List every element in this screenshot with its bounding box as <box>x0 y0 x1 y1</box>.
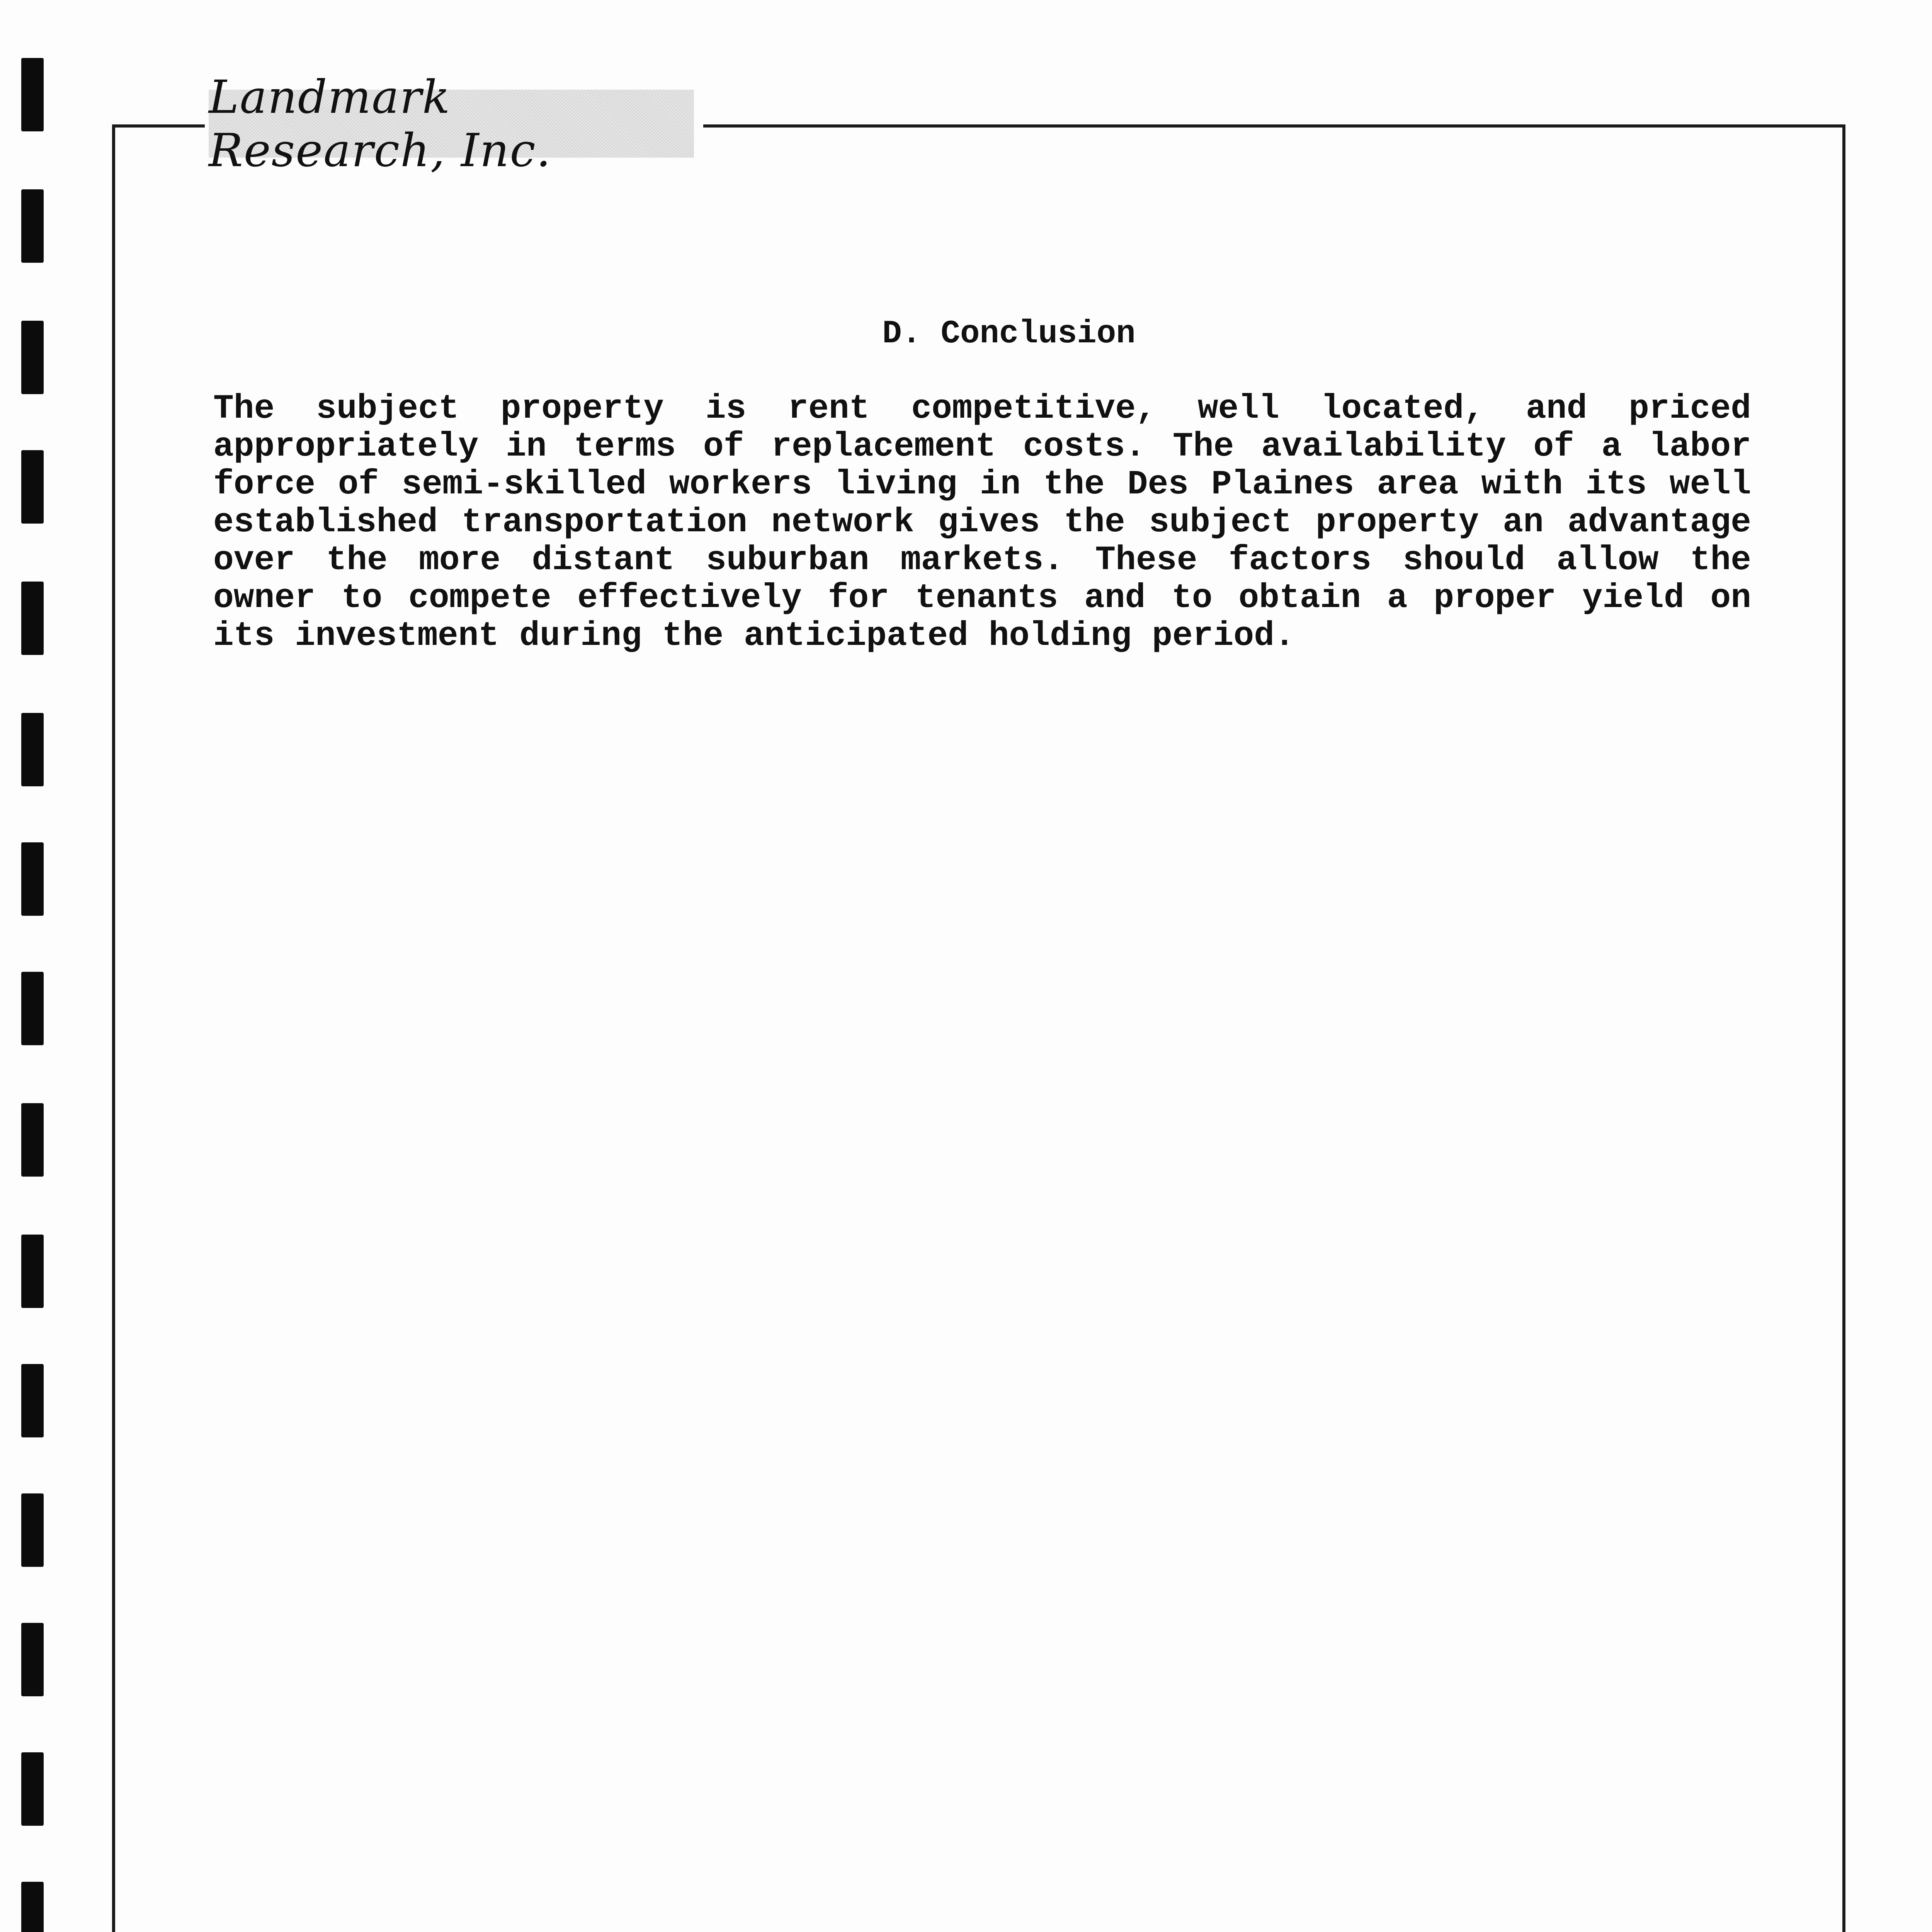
binding-mark <box>21 189 44 263</box>
section-heading: D. Conclusion <box>882 316 1136 352</box>
binding-mark <box>21 58 44 131</box>
frame-top-rule-left <box>112 124 205 128</box>
binding-mark <box>21 1752 44 1826</box>
company-logo <box>209 70 694 177</box>
binding-mark <box>21 1493 44 1567</box>
conclusion-paragraph: The subject property is rent competitive, well located, and priced appropriately in terms of replacement costs. The availability of a labor force of semi-skilled workers living in the Des Plaines area with its well established transportation network gives the subject property an advantage over the more distant suburban markets. These factors should allow the owner to compete effectively for tenants and to obtain a proper yield on its investment during the anticipated holding period. <box>213 390 1751 655</box>
frame-top-rule-right <box>703 124 1845 128</box>
binding-mark <box>21 1623 44 1696</box>
frame-right-rule <box>1842 124 1845 1932</box>
frame-left-rule <box>112 124 115 1932</box>
binding-mark <box>21 713 44 786</box>
binding-mark <box>21 1103 44 1177</box>
binding-mark <box>21 582 44 655</box>
binding-mark <box>21 1235 44 1308</box>
binding-mark <box>21 1882 44 1932</box>
logo-text: Landmark Research, Inc. <box>209 70 552 177</box>
binding-mark <box>21 972 44 1045</box>
binding-mark <box>21 1364 44 1437</box>
binding-mark <box>21 842 44 916</box>
binding-mark <box>21 450 44 524</box>
